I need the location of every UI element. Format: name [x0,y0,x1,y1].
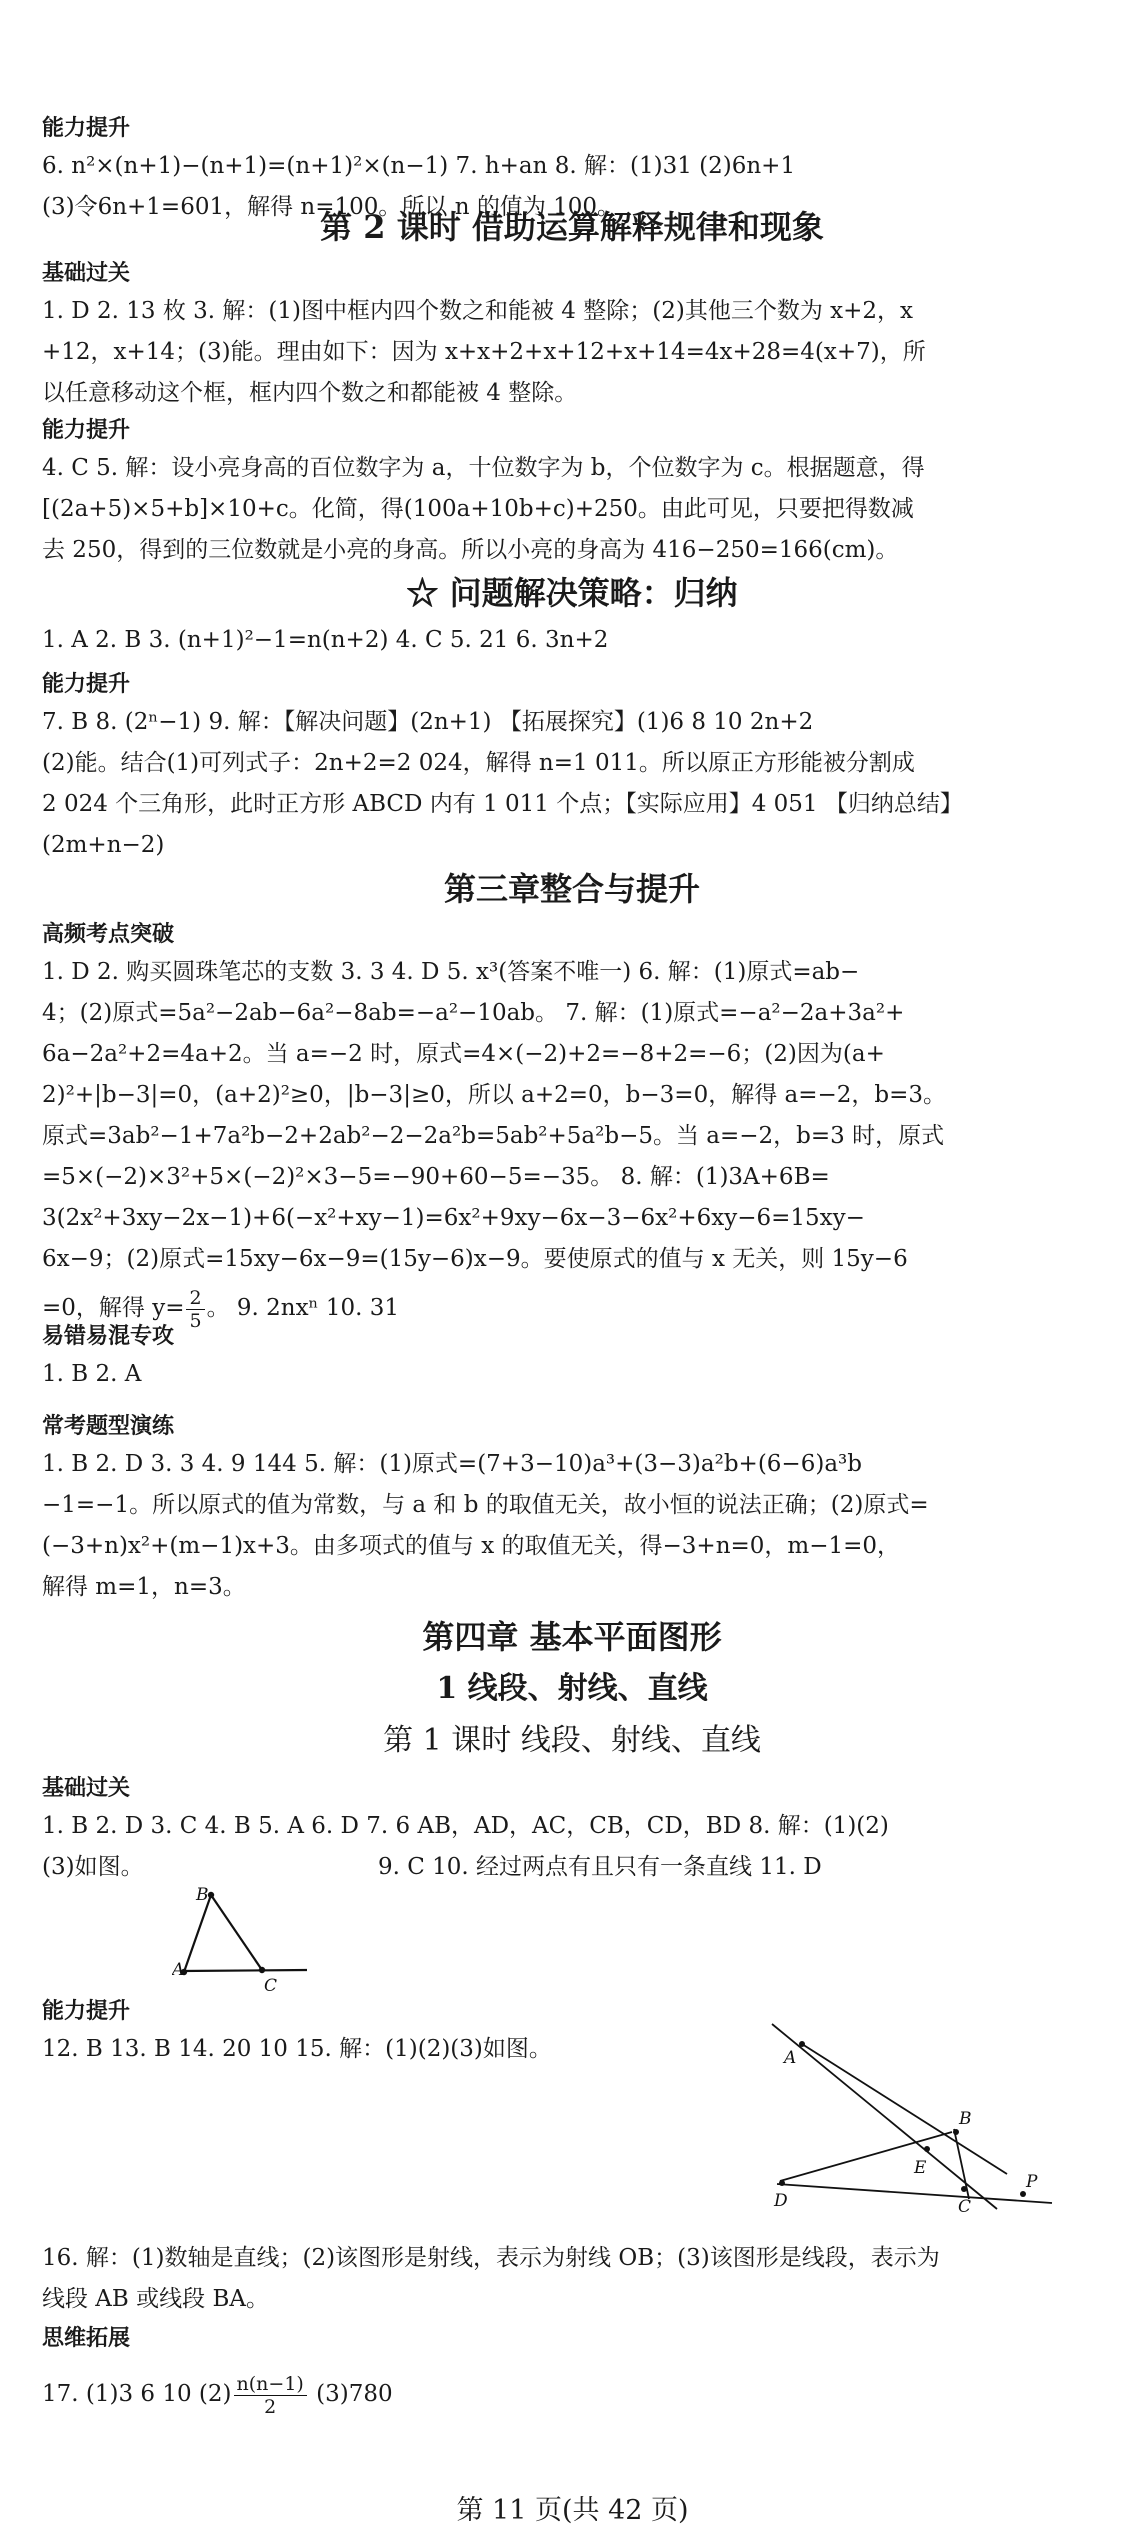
point-label-d: D [774,2191,788,2211]
answer-line: 17. (1)3 6 10 (2) $\frac{n(n-1)}{2}$ (3)780 [42,2372,393,2418]
point-label-b: B [196,1885,209,1905]
point-label-p: P [1026,2172,1038,2192]
answer-line: 4；(2)原式=5a²−2ab−6a²−8ab=−a²−10ab。 7. 解：(1)原式=−a²−2a+3a²+ [42,1000,905,1026]
page-footer: 第 11 页(共 42 页) [456,2495,689,2526]
answer-line: 原式=3ab²−1+7a²b−2+2ab²−2−2a²b=5ab²+5a²b−5。当 a=−2，b=3 时，原式 [42,1123,945,1149]
answer-line: [(2a+5)×5+b]×10+c。化简，得(100a+10b+c)+250。由此可见，只要把得数减 [42,496,914,522]
section-high-frequency [42,918,946,1336]
answer-line: 6a−2a²+2=4a+2。当 a=−2 时，原式=4×(−2)+2=−8+2=−6；(2)因为(a+ [42,1041,885,1067]
section-ability-5 [42,668,963,866]
section-heading: 基础过关 [42,261,131,286]
section-heading: 基础过关 [42,1776,131,1801]
answer-line: 解得 m=1，n=3。 [42,1574,246,1600]
answer-text [42,620,608,661]
fraction: $\frac{n(n-1)}{2}$ [234,2373,307,2418]
answer-text [42,2366,393,2422]
section-heading: 常考题型演练 [42,1414,175,1439]
point-label-c: C [958,2197,972,2217]
lines-figure [762,2021,1062,2221]
point-label-e: E [914,2158,927,2178]
point-label-b: B [959,2109,972,2129]
point-label-a: A [172,1960,185,1980]
answer-line: (3)如图。 [42,1854,144,1880]
answer-line: −1=−1。所以原式的值为常数，与 a 和 b 的取值无关，故小恒的说法正确；(2)原式= [42,1492,929,1518]
answer-line: 6x−9；(2)原式=15xy−6x−9=(15y−6)x−9。要使原式的值与 x 无关，则 15y−6 [42,1246,908,1272]
triangle-figure [172,1885,312,2005]
answer-line: 1. B 2. A [42,1361,142,1387]
answer-line: 1. B 2. D 3. C 4. B 5. A 6. D 7. 6 AB，AD，AC，CB，CD，BD 8. 解：(1)(2) [42,1813,889,1839]
answer-text [42,1444,929,1608]
answer-line: 1. D 2. 13 枚 3. 解：(1)图中框内四个数之和能被 4 整除；(2)其他三个数为 x+2，x [42,298,913,324]
lesson-title: 第 1 课时 线段、射线、直线 [383,1723,761,1758]
answer-line: 7. B 8. (2ⁿ−1) 9. 解：【解决问题】(2n+1) 【拓展探究】(1)6 8 10 2n+2 [42,709,814,735]
answer-line: 2)²+|b−3|=0，(a+2)²≥0，|b−3|≥0，所以 a+2=0，b−3=0，解得 a=−2，b=3。 [42,1082,947,1108]
answer-line: (3)令6n+1=601，解得 n=100。所以 n 的值为 100。 [42,194,621,220]
section-heading: 能力提升 [42,1999,131,2024]
section-heading: 能力提升 [42,116,131,141]
answer-line: (−3+n)x²+(m−1)x+3。由多项式的值与 x 的取值无关，得−3+n=0，m−1=0， [42,1533,901,1559]
answer-line: 12. B 13. B 14. 20 10 15. 解：(1)(2)(3)如图。 [42,2036,552,2062]
answer-line: 3(2x²+3xy−2x−1)+6(−x²+xy−1)=6x²+9xy−6x−3−6x²+6xy−6=15xy− [42,1205,865,1231]
section-ability-3 [42,414,925,571]
answer-text [42,1806,1102,1847]
answer-line: 以任意移动这个框，框内四个数之和都能被 4 整除。 [42,380,578,406]
chapter-title: 第三章整合与提升 [443,870,700,908]
section-title: 1 线段、射线、直线 [436,1671,708,1706]
answer-line: 1. D 2. 购买圆珠笔芯的支数 3. 3 4. D 5. x³(答案不唯一) 6. 解：(1)原式=ab− [42,959,860,985]
section-error-prone [42,1320,174,1395]
fraction: $\frac{2}{5}$ [186,1287,204,1332]
answer-line: 9. C 10. 经过两点有且只有一条直线 11. D [378,1854,822,1880]
answer-line: =0，解得 y= $\frac{2}{5}$ 。 9. 2nxⁿ 10. 31 [42,1286,399,1332]
answer-text [42,1354,174,1395]
section-heading: 能力提升 [42,672,131,697]
section-q16 [42,2238,940,2320]
answer-text [42,2238,940,2320]
answer-text [42,952,946,1336]
section-basics-2 [42,257,926,414]
answer-line: 6. n²×(n+1)−(n+1)=(n+1)²×(n−1) 7. h+an 8. 解：(1)31 (2)6n+1 [42,153,796,179]
answer-line: 16. 解：(1)数轴是直线；(2)该图形是射线，表示为射线 OB；(3)该图形是线段，表示为 [42,2245,940,2271]
answer-line: +12，x+14；(3)能。理由如下：因为 x+x+2+x+12+x+14=4x+28=4(x+7)，所 [42,339,926,365]
answer-line: 1. B 2. D 3. 3 4. 9 144 5. 解：(1)原式=(7+3−10)a³+(3−3)a²b+(6−6)a³b [42,1451,862,1477]
section-heading: 易错易混专攻 [42,1324,175,1349]
answer-line: (2m+n−2) [42,832,165,858]
section-heading: 能力提升 [42,418,131,443]
answer-line: =5×(−2)×3²+5×(−2)²×3−5=−90+60−5=−35。 8. 解：(1)3A+6B= [42,1164,830,1190]
answer-line: 1. A 2. B 3. (n+1)²−1=n(n+2) 4. C 5. 21 6. 3n+2 [42,627,609,653]
answer-text [42,448,925,571]
section-heading: 思维拓展 [42,2326,131,2351]
chapter-title: 第四章 基本平面图形 [422,1618,722,1656]
section-thinking-extension [42,2322,393,2422]
section-basics-9 [42,1772,1102,1996]
point-label-a: A [784,2048,797,2068]
answer-line: 2 024 个三角形，此时正方形 ABCD 内有 1 011 个点；【实际应用】4 051 【归纳总结】 [42,791,963,817]
section-ability-10 [42,1995,1102,2217]
strategy-title: ☆ 问题解决策略：归纳 [406,574,738,612]
answer-text [42,291,926,414]
section-common-types [42,1410,929,1608]
answer-line: 4. C 5. 解：设小亮身高的百位数字为 a，十位数字为 b，个位数字为 c。根据题意，得 [42,455,925,481]
answer-line: 线段 AB 或线段 BA。 [42,2286,269,2312]
lesson-title: 第 2 课时 借助运算解释规律和现象 [320,208,824,246]
answer-text [42,702,963,866]
section-strategy-answers [42,620,608,661]
point-label-c: C [264,1976,278,1996]
answer-line: 去 250，得到的三位数就是小亮的身高。所以小亮的身高为 416−250=166(cm)。 [42,537,899,563]
answer-line: (2)能。结合(1)可列式子：2n+2=2 024，解得 n=1 011。所以原正方形能被分割成 [42,750,915,776]
section-heading: 高频考点突破 [42,922,175,947]
